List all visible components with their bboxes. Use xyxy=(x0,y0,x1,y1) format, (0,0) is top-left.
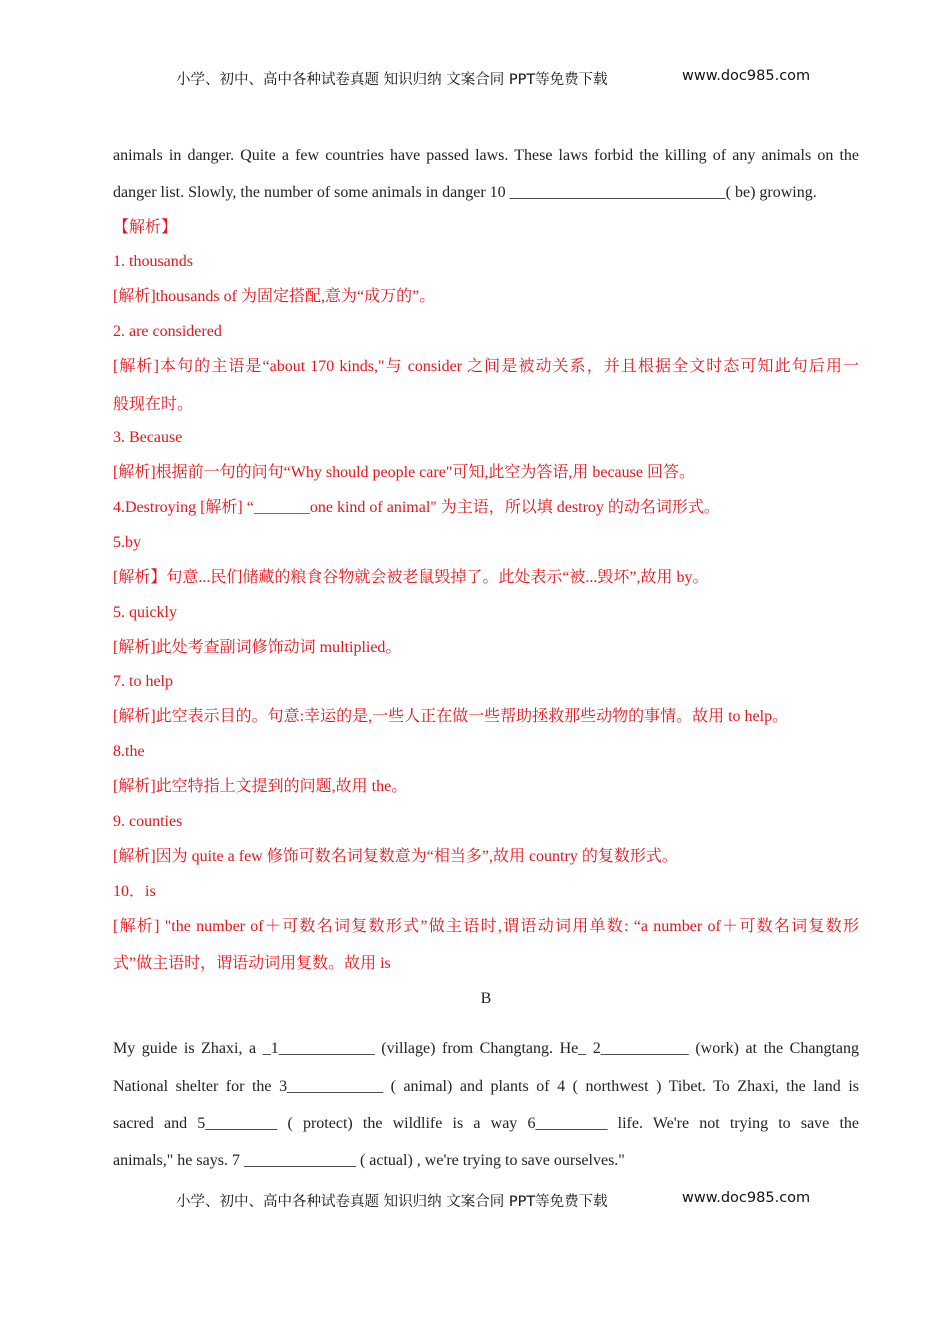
header-url[interactable]: www.doc985.com xyxy=(682,68,811,84)
passage-a-line-1: animals in danger. Quite a few countries have passed laws. These laws forbid the killing of any animals on the xyxy=(113,147,859,164)
explanation-2-line-1: [解析]本句的主语是“about 170 kinds,"与 consider 之间是被动关系，并且根据全文时态可知此句后用一 xyxy=(113,358,859,375)
explanation-5: [解析】句意...民们储藏的粮食谷物就会被老鼠毁掉了。此处表示“被...毁坏”,故用 by。 xyxy=(113,569,709,586)
explanation-6: [解析]此处考查副词修饰动词 multiplied。 xyxy=(113,639,402,656)
explanation-10-line-1: [解析] "the number of＋可数名词复数形式”做主语时,谓语动词用单数: “a number of＋可数名词复数形 xyxy=(113,918,859,935)
analysis-heading: 【解析】 xyxy=(113,219,178,236)
answer-2: 2. are considered xyxy=(113,323,222,340)
answer-8: 8.the xyxy=(113,743,145,760)
header-text: 小学、初中、高中各种试卷真题 知识归纳 文案合同 PPT等免费下载 xyxy=(176,72,608,88)
explanation-3: [解析]根据前一句的问句“Why should people care"可知,此空为答语,用 because 回答。 xyxy=(113,464,695,481)
passage-a-line-2: danger list. Slowly, the number of some animals in danger 10 ___________________________( be) growing. xyxy=(113,184,817,201)
section-b-title: B xyxy=(480,990,492,1007)
explanation-2-line-2: 般现在时。 xyxy=(113,396,194,413)
explanation-10-line-2: 式”做主语时，谓语动词用复数。故用 is xyxy=(113,955,391,972)
answer-1: 1. thousands xyxy=(113,253,193,270)
answer-5: 5.by xyxy=(113,534,141,551)
footer-url[interactable]: www.doc985.com xyxy=(682,1190,811,1206)
section-b-line-1: My guide is Zhaxi, a _1____________ (village) from Changtang. He_ 2___________ (work) at the Changtang xyxy=(113,1040,859,1057)
explanation-1: [解析]thousands of 为固定搭配,意为“成万的”。 xyxy=(113,288,436,305)
section-b-line-4: animals," he says. 7 ______________ ( actual) , we're trying to save ourselves." xyxy=(113,1152,625,1169)
answer-10: 10．is xyxy=(113,883,156,900)
explanation-8: [解析]此空特指上文提到的问题,故用 the。 xyxy=(113,778,408,795)
answer-9: 9. counties xyxy=(113,813,183,830)
section-b-line-2: National shelter for the 3____________ ( animal) and plants of 4 ( northwest ) Tibet. To Zhaxi, the land is xyxy=(113,1078,859,1095)
answer-4: 4.Destroying [解析] “_______one kind of animal" 为主语，所以填 destroy 的动名词形式。 xyxy=(113,499,720,516)
footer-text: 小学、初中、高中各种试卷真题 知识归纳 文案合同 PPT等免费下载 xyxy=(176,1194,608,1210)
explanation-9: [解析]因为 quite a few 修饰可数名词复数意为“相当多”,故用 country 的复数形式。 xyxy=(113,848,678,865)
section-b-line-3: sacred and 5_________ ( protect) the wildlife is a way 6_________ life. We're not trying to save the xyxy=(113,1115,859,1132)
answer-3: 3. Because xyxy=(113,429,183,446)
explanation-7: [解析]此空表示目的。句意:幸运的是,一些人正在做一些帮助拯救那些动物的事情。故用 to help。 xyxy=(113,708,789,725)
answer-6: 5. quickly xyxy=(113,604,177,621)
answer-7: 7. to help xyxy=(113,673,173,690)
